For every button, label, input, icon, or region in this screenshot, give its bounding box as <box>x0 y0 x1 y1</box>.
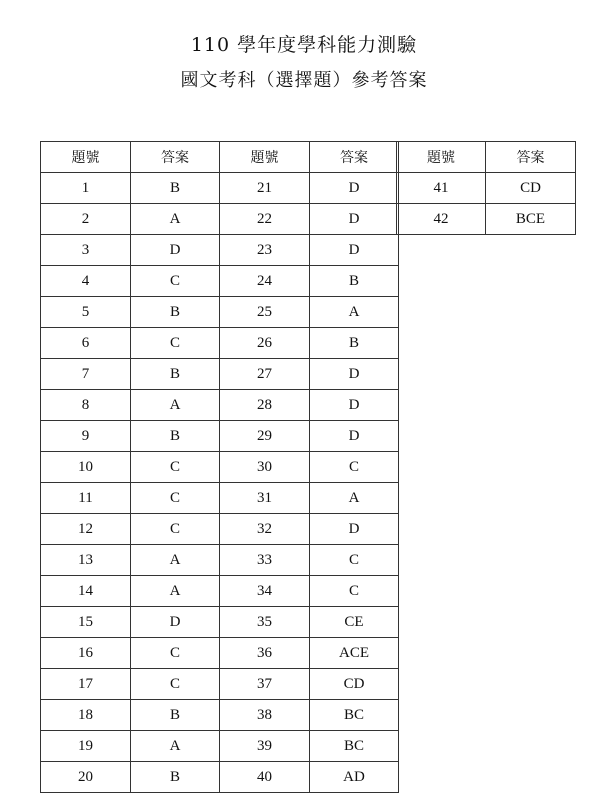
answer-cell: C <box>310 452 399 483</box>
answer-cell: BC <box>310 731 399 762</box>
question-number: 14 <box>41 576 131 607</box>
question-number: 3 <box>41 235 131 266</box>
table-row <box>41 204 399 235</box>
question-number: 13 <box>41 545 131 576</box>
question-number: 4 <box>41 266 131 297</box>
answer-cell: B <box>131 700 220 731</box>
question-number: 25 <box>220 297 310 328</box>
answer-cell: C <box>131 483 220 514</box>
answer-cell: C <box>310 576 399 607</box>
question-number: 18 <box>41 700 131 731</box>
question-number: 12 <box>41 514 131 545</box>
question-number: 29 <box>220 421 310 452</box>
question-number: 19 <box>41 731 131 762</box>
question-number: 1 <box>41 173 131 204</box>
question-number: 5 <box>41 297 131 328</box>
header-answer: 答案 <box>131 142 220 173</box>
question-number: 32 <box>220 514 310 545</box>
table-header-row <box>41 142 399 173</box>
table-row <box>41 421 399 452</box>
table-row <box>41 235 399 266</box>
answer-cell: B <box>310 266 399 297</box>
answer-cell: C <box>131 514 220 545</box>
question-number: 23 <box>220 235 310 266</box>
table-row <box>397 173 576 204</box>
question-number: 17 <box>41 669 131 700</box>
table-row <box>41 514 399 545</box>
answer-cell: A <box>131 390 220 421</box>
table-row <box>41 297 399 328</box>
answer-cell: D <box>310 514 399 545</box>
answer-cell: A <box>310 483 399 514</box>
table-row <box>41 328 399 359</box>
header-answer: 答案 <box>310 142 399 173</box>
header-number: 題號 <box>220 142 310 173</box>
question-number: 24 <box>220 266 310 297</box>
question-number: 6 <box>41 328 131 359</box>
question-number: 9 <box>41 421 131 452</box>
answer-cell: D <box>310 235 399 266</box>
answer-cell: D <box>131 607 220 638</box>
answer-cell: C <box>310 545 399 576</box>
answer-cell: D <box>310 390 399 421</box>
answer-cell: B <box>131 297 220 328</box>
question-number: 11 <box>41 483 131 514</box>
question-number: 26 <box>220 328 310 359</box>
page-subtitle: 國文考科（選擇題）參考答案 <box>180 70 428 91</box>
table-row <box>41 266 399 297</box>
table-row <box>41 731 399 762</box>
table-row <box>41 576 399 607</box>
answer-cell: D <box>131 235 220 266</box>
table-row <box>41 669 399 700</box>
question-number: 37 <box>220 669 310 700</box>
question-number: 33 <box>220 545 310 576</box>
question-number: 39 <box>220 731 310 762</box>
question-number: 15 <box>41 607 131 638</box>
answer-cell: C <box>131 452 220 483</box>
answer-cell: A <box>131 204 220 235</box>
question-number: 40 <box>220 762 310 793</box>
answer-cell: C <box>131 328 220 359</box>
question-number: 27 <box>220 359 310 390</box>
question-number: 10 <box>41 452 131 483</box>
answer-table-extra <box>396 141 576 235</box>
table-row <box>41 452 399 483</box>
question-number: 7 <box>41 359 131 390</box>
answer-cell: ACE <box>310 638 399 669</box>
question-number: 30 <box>220 452 310 483</box>
answer-cell: D <box>310 421 399 452</box>
table-row <box>41 483 399 514</box>
page-title: 110 學年度學科能力測驗 <box>190 34 418 56</box>
question-number: 16 <box>41 638 131 669</box>
question-number: 34 <box>220 576 310 607</box>
answer-cell: B <box>131 173 220 204</box>
table-row <box>41 607 399 638</box>
question-number: 36 <box>220 638 310 669</box>
question-number: 22 <box>220 204 310 235</box>
answer-cell: A <box>131 545 220 576</box>
answer-cell: A <box>310 297 399 328</box>
question-number: 20 <box>41 762 131 793</box>
question-number: 38 <box>220 700 310 731</box>
answer-cell: AD <box>310 762 399 793</box>
table-row <box>397 204 576 235</box>
answer-cell: CD <box>486 173 576 204</box>
table-row <box>41 638 399 669</box>
answer-cell: CD <box>310 669 399 700</box>
table-row <box>41 359 399 390</box>
table-header-row <box>397 142 576 173</box>
question-number: 21 <box>220 173 310 204</box>
question-number: 2 <box>41 204 131 235</box>
question-number: 31 <box>220 483 310 514</box>
answer-cell: C <box>131 638 220 669</box>
answer-cell: D <box>310 204 399 235</box>
table-row <box>41 173 399 204</box>
header-number: 題號 <box>41 142 131 173</box>
answer-cell: D <box>310 359 399 390</box>
table-row <box>41 762 399 793</box>
question-number: 28 <box>220 390 310 421</box>
answer-table <box>40 141 399 793</box>
answer-cell: C <box>131 266 220 297</box>
answer-cell: B <box>310 328 399 359</box>
question-number: 8 <box>41 390 131 421</box>
header-answer: 答案 <box>486 142 576 173</box>
answer-cell: A <box>131 731 220 762</box>
answer-cell: B <box>131 762 220 793</box>
table-row <box>41 545 399 576</box>
answer-cell: B <box>131 359 220 390</box>
answer-cell: BCE <box>486 204 576 235</box>
answer-cell: A <box>131 576 220 607</box>
question-number: 42 <box>397 204 486 235</box>
answer-cell: D <box>310 173 399 204</box>
table-row <box>41 390 399 421</box>
answer-cell: CE <box>310 607 399 638</box>
question-number: 41 <box>397 173 486 204</box>
question-number: 35 <box>220 607 310 638</box>
table-row <box>41 700 399 731</box>
header-number: 題號 <box>397 142 486 173</box>
answer-cell: C <box>131 669 220 700</box>
answer-cell: BC <box>310 700 399 731</box>
answer-cell: B <box>131 421 220 452</box>
